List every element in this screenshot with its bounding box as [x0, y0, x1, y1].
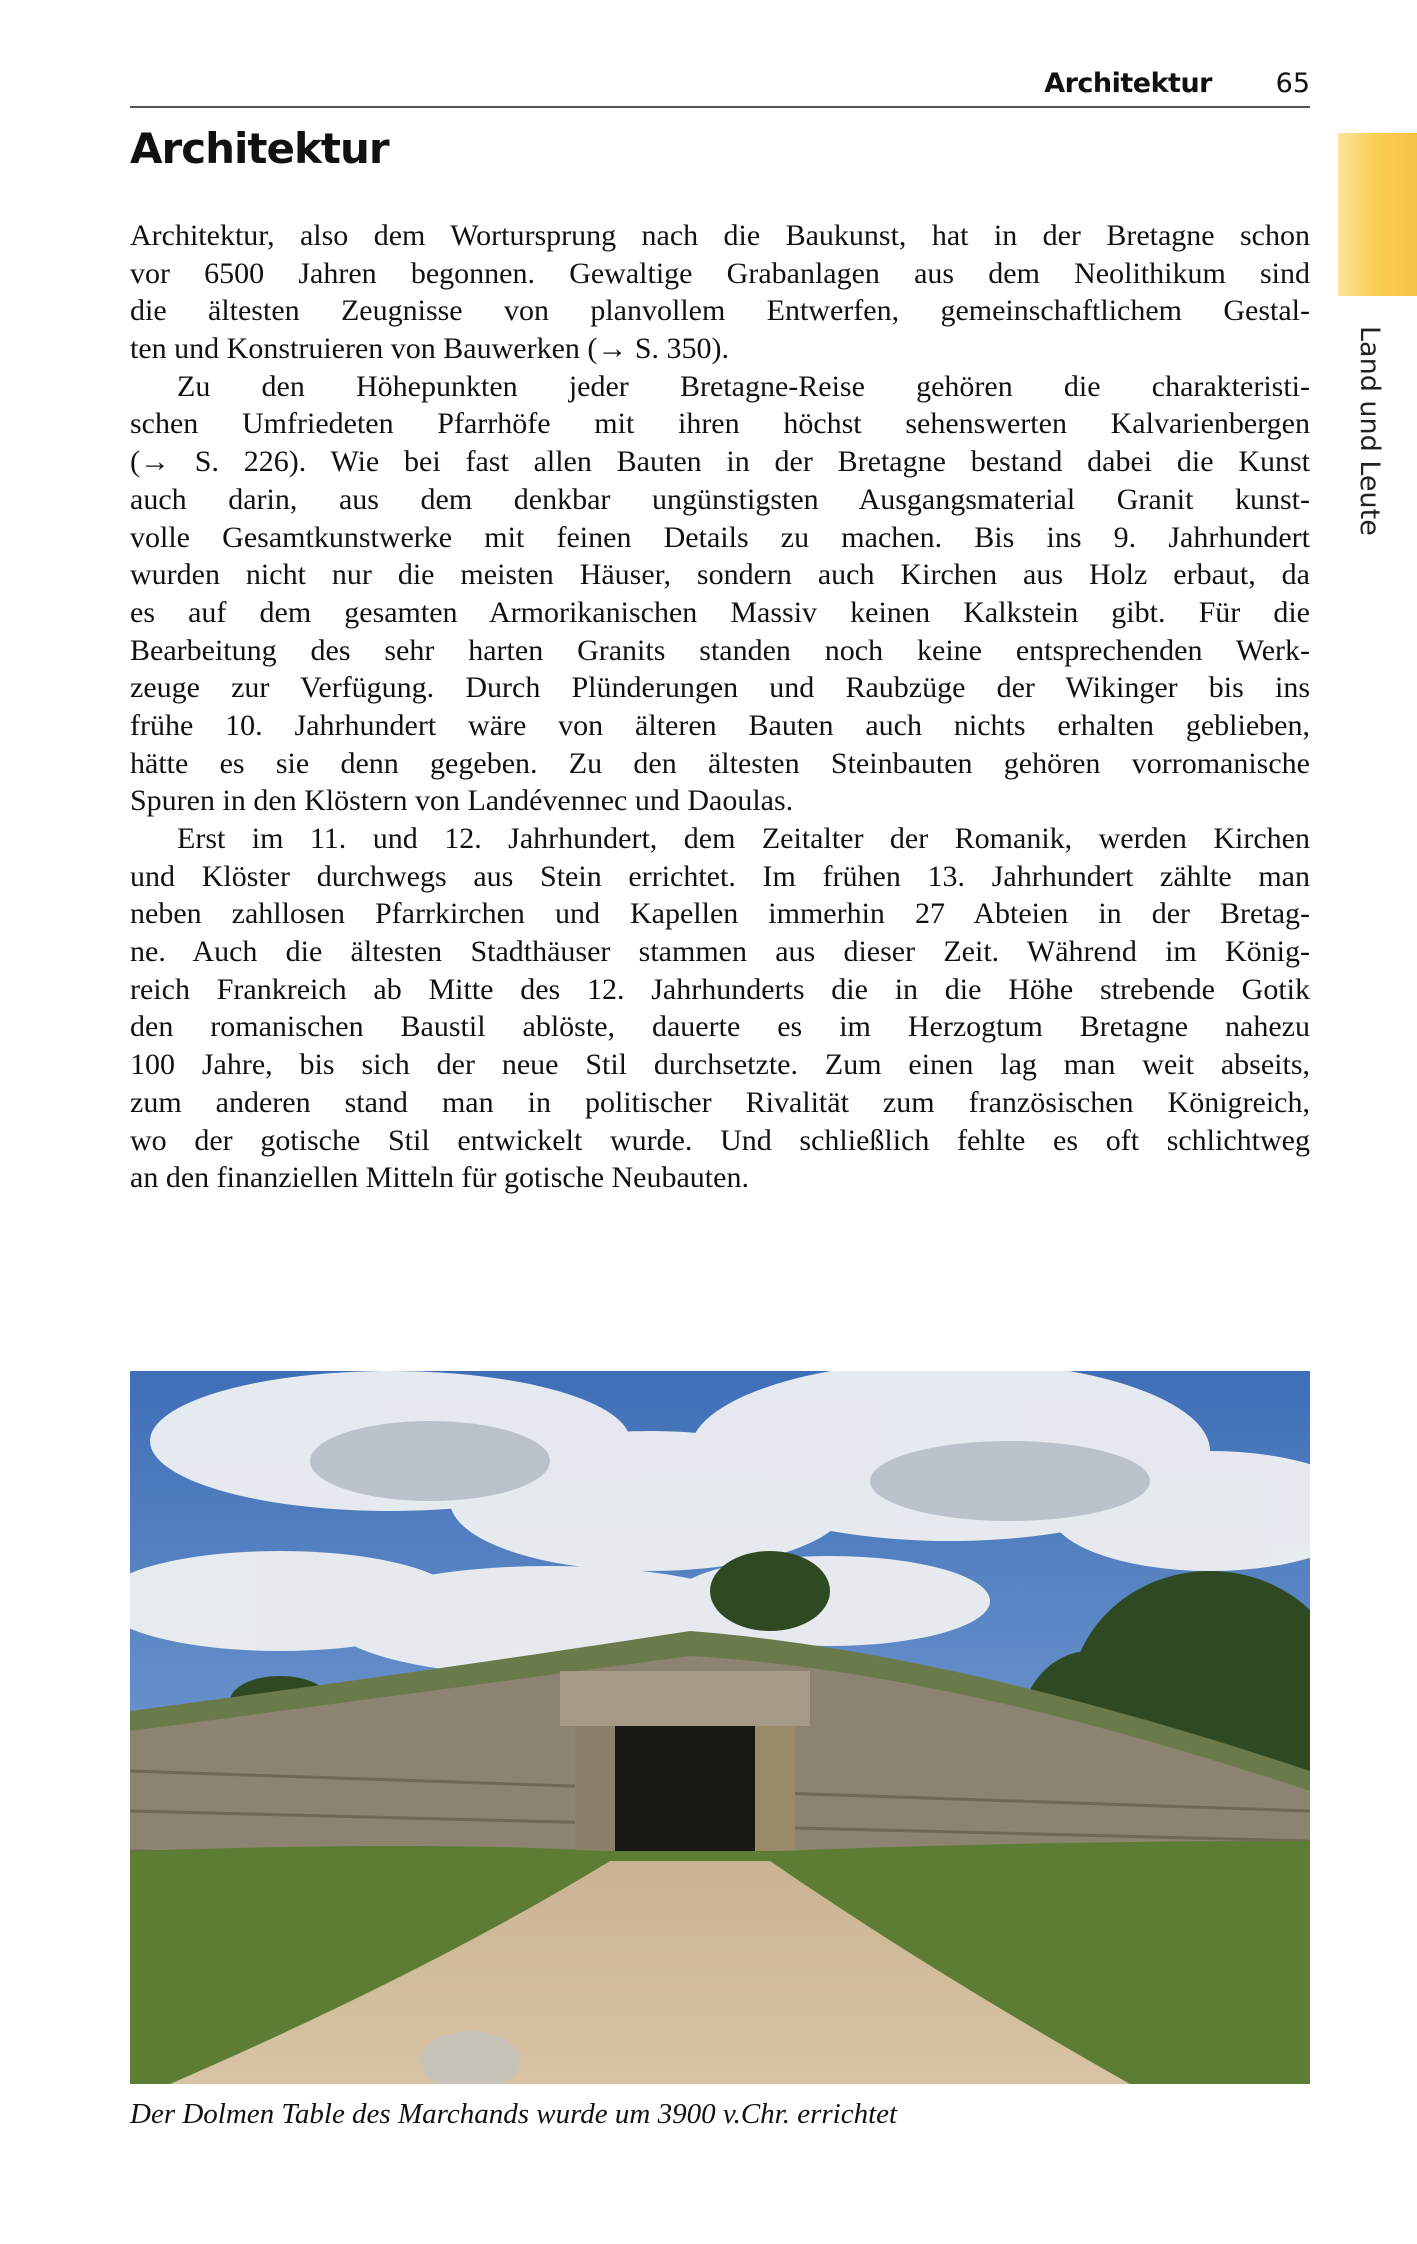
- text-line: vor 6500 Jahren begonnen. Gewaltige Grabanlagen aus dem Neolithikum sind: [130, 256, 1310, 290]
- page-number: 65: [1275, 68, 1310, 99]
- text-line: die ältesten Zeugnisse von planvollem Entwerfen, gemeinschaftlichem Gestal-: [130, 294, 1310, 328]
- text-line: Spuren in den Klöstern von Landévennec und Daoulas.: [130, 784, 794, 818]
- text-line: neben zahllosen Pfarrkirchen und Kapellen immerhin 27 Abteien in der Bretag-: [130, 897, 1310, 931]
- photo-caption: Der Dolmen Table des Marchands wurde um 3900 v.Chr. errichtet: [130, 2098, 898, 2130]
- text-line: zeuge zur Verfügung. Durch Plünderungen und Raubzüge der Wikinger bis ins: [130, 671, 1310, 705]
- text-line: 100 Jahre, bis sich der neue Stil durchsetzte. Zum einen lag man weit abseits,: [130, 1048, 1310, 1082]
- text-line: (→ S. 226). Wie bei fast allen Bauten in der Bretagne bestand dabei die Kunst: [130, 445, 1310, 479]
- text-line: frühe 10. Jahrhundert wäre von älteren Bauten auch nichts erhalten geblieben,: [130, 708, 1310, 742]
- text-line: volle Gesamtkunstwerke mit feinen Details zu machen. Bis ins 9. Jahrhundert: [130, 520, 1310, 554]
- text-line: Erst im 11. und 12. Jahrhundert, dem Zeitalter der Romanik, werden Kirchen: [177, 822, 1310, 855]
- text-line: Bearbeitung des sehr harten Granits standen noch keine entsprechenden Werk-: [130, 633, 1310, 667]
- running-head: [130, 66, 1310, 108]
- text-line: es auf dem gesamten Armorikanischen Massiv keinen Kalkstein gibt. Für die: [130, 595, 1310, 629]
- text-line: schen Umfriedeten Pfarrhöfe mit ihren höchst sehenswerten Kalvarienbergen: [130, 407, 1310, 441]
- text-line: den romanischen Baustil ablöste, dauerte es im Herzogtum Bretagne nahezu: [130, 1010, 1310, 1044]
- chapter-tab-label: Land und Leute: [1354, 326, 1385, 536]
- text-line: Architektur, also dem Wortursprung nach die Baukunst, hat in der Bretagne schon: [130, 219, 1310, 252]
- chapter-tab-marker: [1338, 133, 1417, 296]
- text-line: ten und Konstruieren von Bauwerken (→ S. 350).: [130, 332, 730, 366]
- text-line: wo der gotische Stil entwickelt wurde. Und schließlich fehlte es oft schlichtweg: [130, 1123, 1310, 1157]
- text-line: auch darin, aus dem denkbar ungünstigsten Ausgangsmaterial Granit kunst-: [130, 482, 1310, 516]
- text-line: Zu den Höhepunkten jeder Bretagne-Reise gehören die charakteristi-: [177, 369, 1310, 403]
- text-line: an den finanziellen Mitteln für gotische Neubauten.: [130, 1161, 749, 1195]
- section-heading: Architektur: [130, 124, 389, 173]
- dolmen-photo: [130, 1371, 1310, 2084]
- text-line: wurden nicht nur die meisten Häuser, sondern auch Kirchen aus Holz erbaut, da: [130, 558, 1310, 592]
- text-line: ne. Auch die ältesten Stadthäuser stammen aus dieser Zeit. Während im König-: [130, 935, 1310, 969]
- dolmen-photo-image: [130, 1371, 1310, 2084]
- text-line: und Klöster durchwegs aus Stein errichtet. Im frühen 13. Jahrhundert zählte man: [130, 859, 1310, 893]
- text-line: zum anderen stand man in politischer Rivalität zum französischen Königreich,: [130, 1085, 1310, 1119]
- body-text: [130, 217, 1310, 1197]
- text-line: hätte es sie denn gegeben. Zu den ältesten Steinbauten gehören vorromanische: [130, 746, 1310, 780]
- text-line: reich Frankreich ab Mitte des 12. Jahrhunderts die in die Höhe strebende Gotik: [130, 972, 1310, 1006]
- running-head-title: Architektur: [1044, 68, 1212, 99]
